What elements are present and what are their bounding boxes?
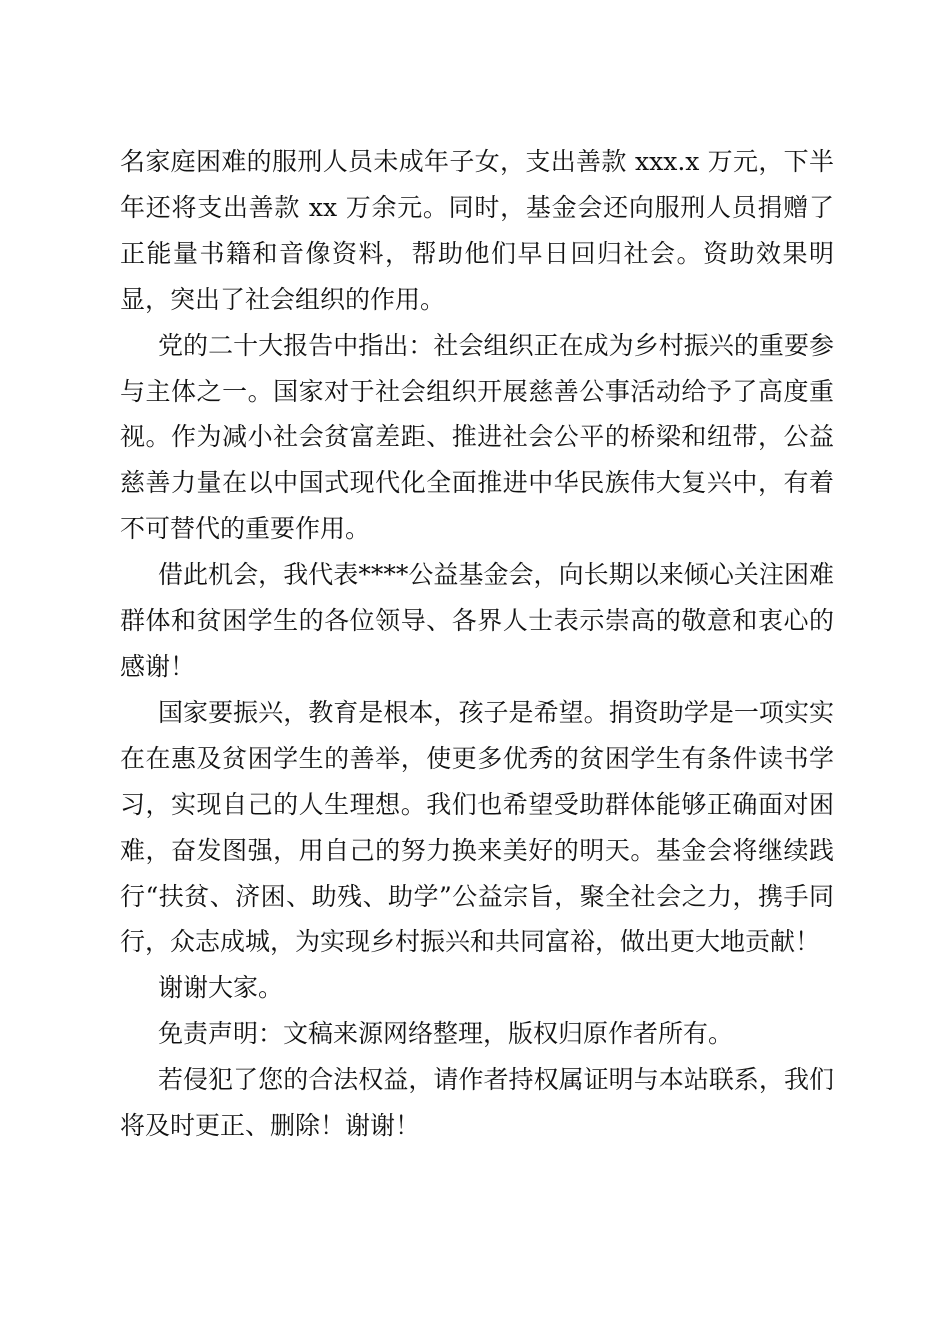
paragraph: 国家要振兴，教育是根本，孩子是希望。捐资助学是一项实实在在惠及贫困学生的善举，使更多优秀的贫困学生有条件读书学习，实现自己的人生理想。我们也希望受助群体能够正确面对困难，奋发图强，用自己的努力换来美好的明天。基金会将继续践行“扶贫、济困、助残、助学”公益宗旨，聚全社会之力，携手同行，众志成城，为实现乡村振兴和共同富裕，做出更大地贡献！ — [120, 697, 834, 957]
paragraph-continuation: 名家庭困难的服刑人员未成年子女，支出善款 xxx.x 万元，下半年还将支出善款 xx 万余元。同时，基金会还向服刑人员捐赠了正能量书籍和音像资料，帮助他们早日回归社会。资助效果明显，突出了社会组织的作用。 — [120, 147, 834, 314]
paragraph: 借此机会，我代表****公益基金会，向长期以来倾心关注困难群体和贫困学生的各位领导、各界人士表示崇高的敬意和衷心的感谢！ — [120, 560, 834, 681]
disclaimer: 免责声明：文稿来源网络整理，版权归原作者所有。 — [158, 1019, 734, 1049]
paragraph: 党的二十大报告中指出：社会组织正在成为乡村振兴的重要参与主体之一。国家对于社会组织开展慈善公事活动给予了高度重视。作为减小社会贫富差距、推进社会公平的桥梁和纽带，公益慈善力量在以中国式现代化全面推进中华民族伟大复兴中，有着不可替代的重要作用。 — [120, 330, 834, 544]
disclaimer-contact: 若侵犯了您的合法权益，请作者持权属证明与本站联系，我们将及时更正、删除！谢谢！ — [120, 1065, 834, 1141]
document-body — [120, 139, 834, 1149]
closing-thanks: 谢谢大家。 — [158, 973, 284, 1003]
